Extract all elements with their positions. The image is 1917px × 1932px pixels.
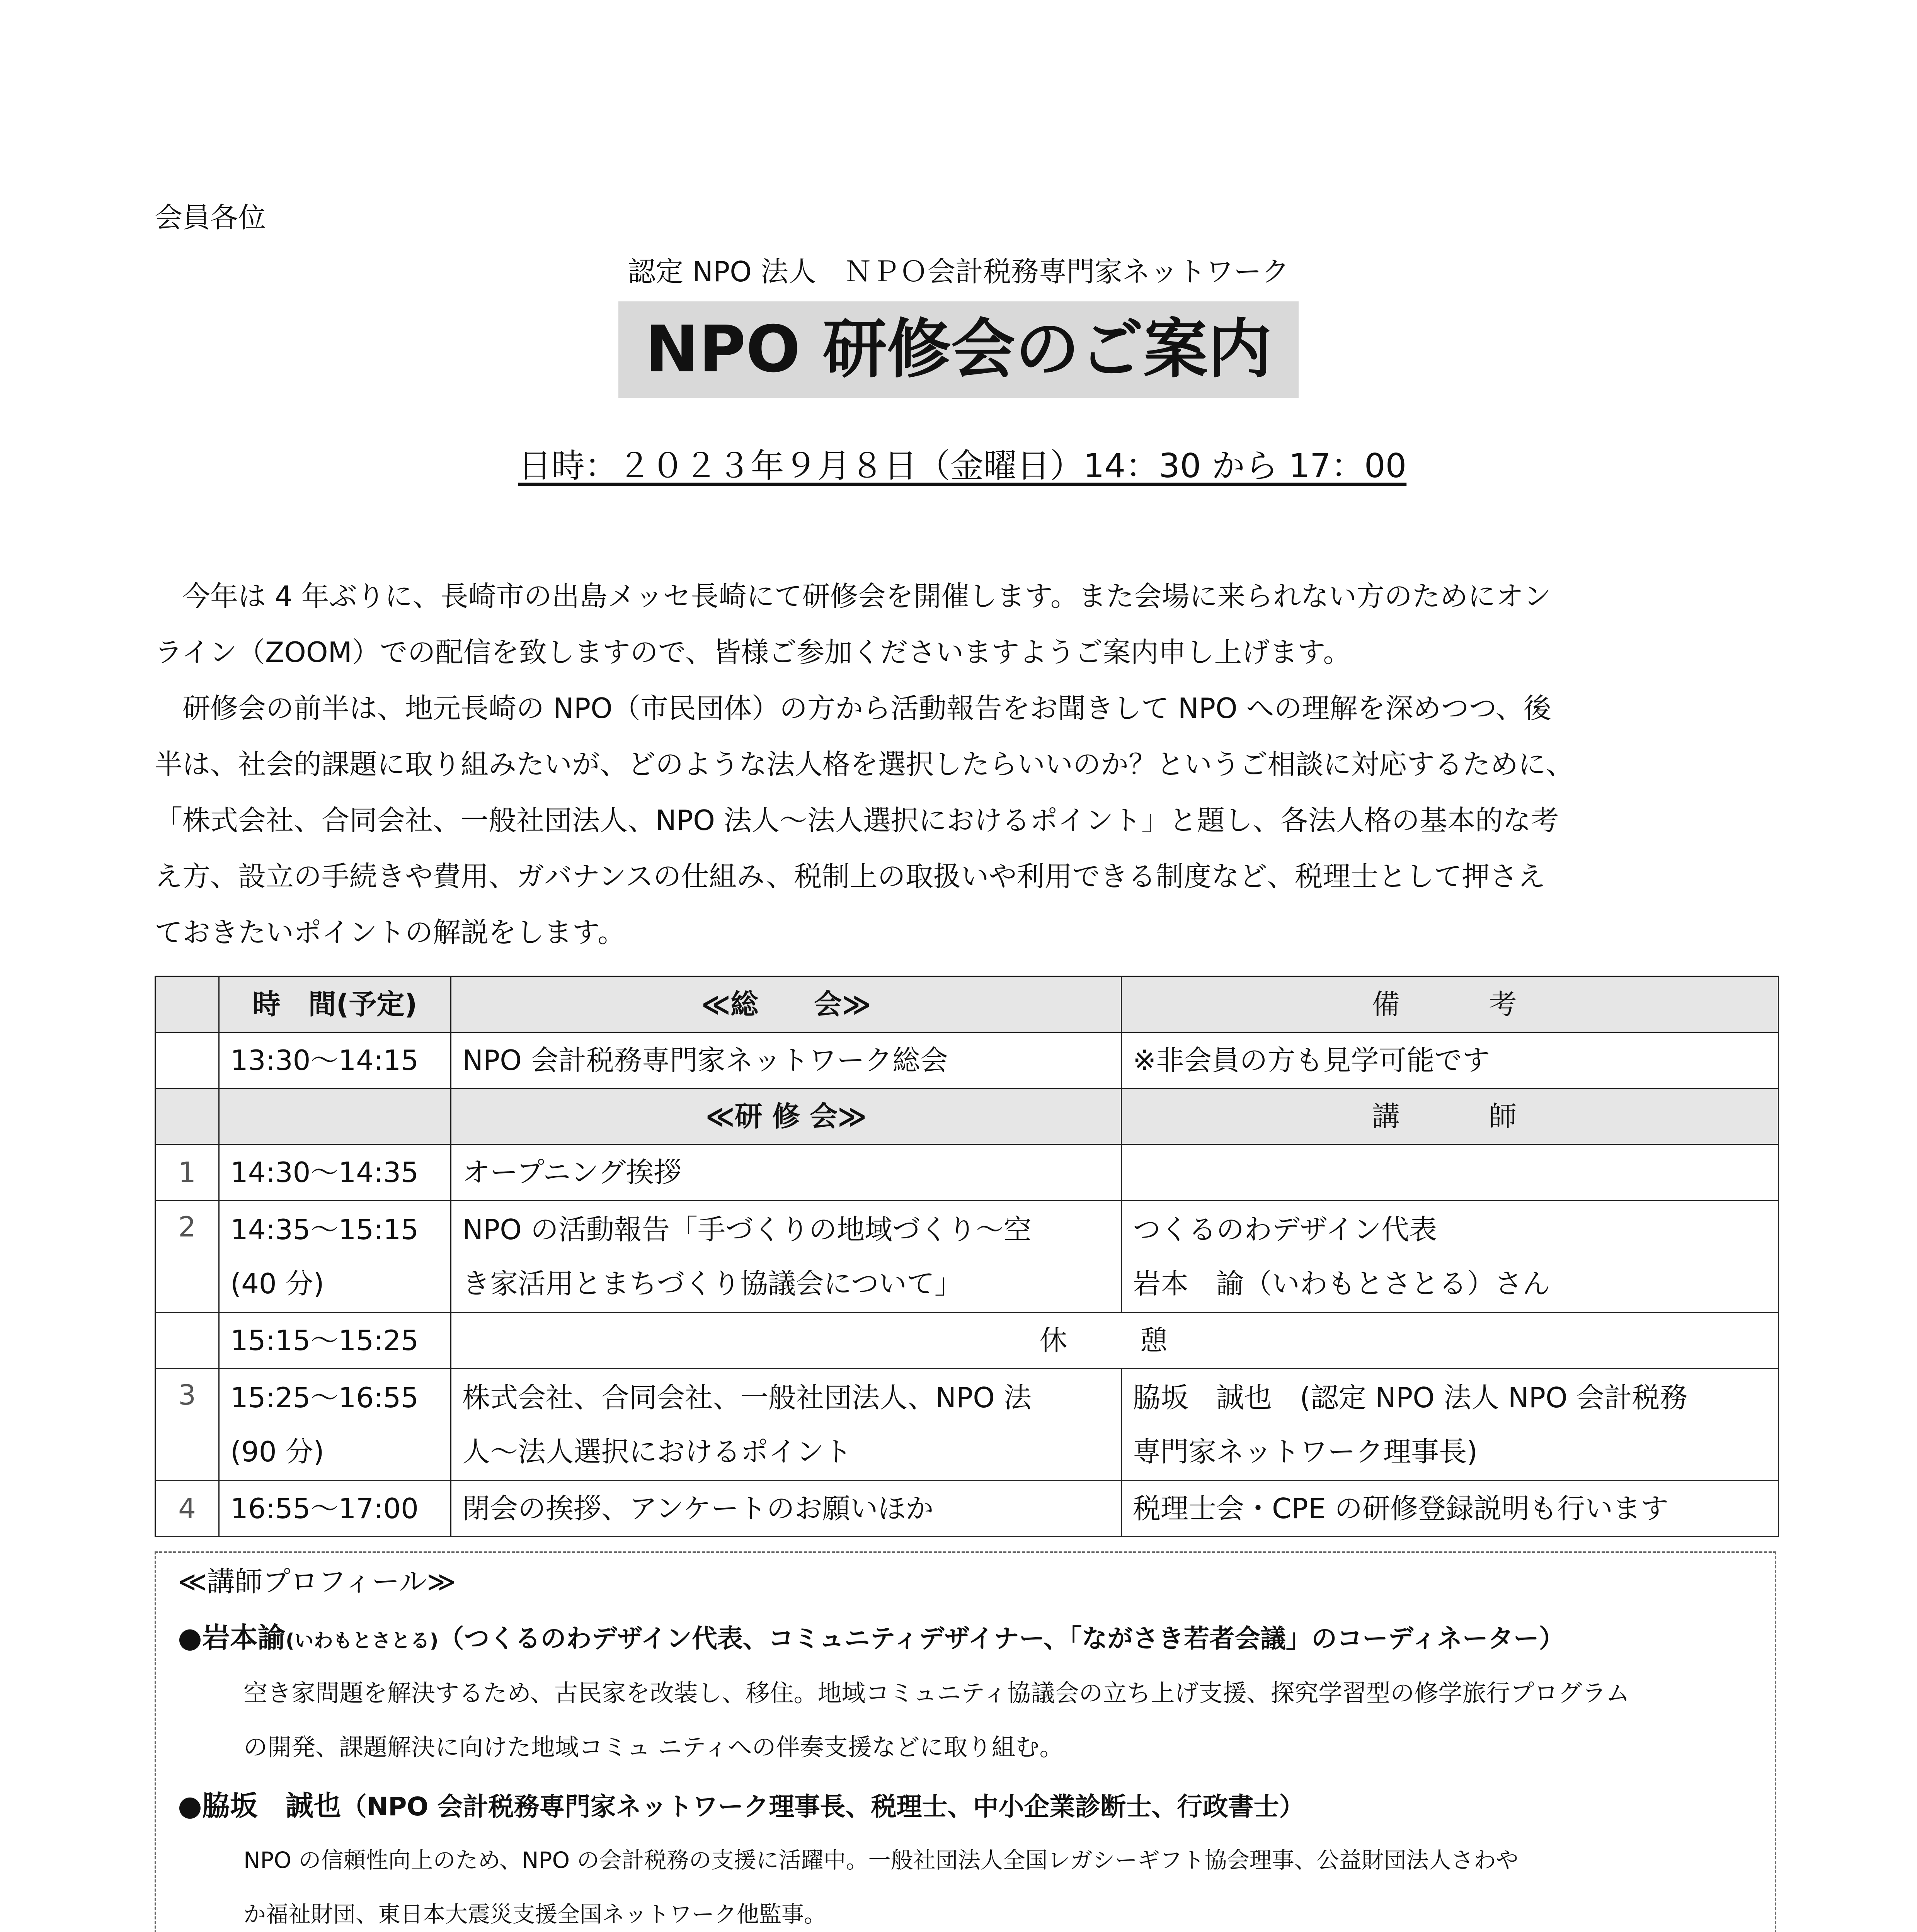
profile-2-role: （NPO 会計税務専門家ネットワーク理事長、税理士、中小企業診断士、行政書士） — [341, 1792, 1305, 1821]
row-item: オープニング挨拶 — [451, 1145, 1122, 1201]
profile-1-role: （つくるのわデザイン代表、コミュニティデザイナー、「ながさき若者会議」のコーディネーター） — [438, 1624, 1565, 1653]
profile-1-desc: 空き家問題を解決するため、古民家を改装し、移住。地域コミュニティ協議会の立ち上げ支援、探究学習型の修学旅行プログラム — [243, 1679, 1630, 1707]
header-lecturer: 講 師 — [1122, 1088, 1779, 1145]
intro-line: ライン（ZOOM）での配信を致しますので、皆様ご参加くださいますようご案内申し上げます。 — [155, 636, 1351, 668]
intro-line: 「株式会社、合同会社、一般社団法人、NPO 法人～法人選択におけるポイント」と題し、各法人格の基本的な考 — [155, 804, 1559, 837]
row-time-line: (40 分) — [230, 1267, 324, 1300]
table-row — [155, 1145, 1779, 1201]
intro-line: 半は、社会的課題に取り組みたいが、どのような法人格を選択したらいいのか？というご相談に対応するために、 — [155, 748, 1574, 781]
profile-2-desc: NPO の信頼性向上のため、NPO の会計税務の支援に活躍中。一般社団法人全国レガシーギフト協会理事、公益財団法人さわや — [243, 1847, 1519, 1873]
row-time: 16:55～17:00 — [219, 1481, 451, 1537]
row-time-line: (90 分) — [230, 1435, 324, 1468]
header-remarks: 備 考 — [1122, 976, 1779, 1032]
row-note-line: 専門家ネットワーク理事長) — [1133, 1435, 1478, 1468]
row-break: 休 憩 — [451, 1313, 1779, 1369]
intro-line: 今年は 4 年ぶりに、長崎市の出島メッセ長崎にて研修会を開催します。また会場に来られない方のためにオン — [155, 580, 1551, 612]
row-number: 4 — [155, 1481, 219, 1537]
table-cell — [155, 1088, 219, 1145]
profile-1-heading — [178, 1621, 1565, 1654]
table-cell — [155, 976, 219, 1032]
table-row — [155, 1032, 1779, 1088]
profile-1-name: ●岩本諭 — [178, 1621, 286, 1654]
table-row — [155, 1481, 1779, 1537]
header-time: 時 間(予定) — [219, 976, 451, 1032]
row-number: 1 — [155, 1145, 219, 1201]
header-training: ≪研 修 会≫ — [451, 1088, 1122, 1145]
table-header-row — [155, 1088, 1779, 1145]
row-item: 閉会の挨拶、アンケートのお願いほか — [451, 1481, 1122, 1537]
table-row — [155, 1313, 1779, 1369]
header-general-meeting: ≪総 会≫ — [451, 976, 1122, 1032]
row-note — [1122, 1145, 1779, 1201]
row-note — [1122, 1369, 1779, 1481]
row-note — [1122, 1201, 1779, 1313]
row-time — [219, 1369, 451, 1481]
row-time: 14:30～14:35 — [219, 1145, 451, 1201]
table-header-row — [155, 976, 1779, 1032]
profile-heading: ≪講師プロフィール≫ — [178, 1565, 456, 1598]
organization-name: 認定 NPO 法人 ＮＰＯ会計税務専門家ネットワーク — [628, 255, 1289, 288]
profile-2-desc: か福祉財団、東日本大震災支援全国ネットワーク他監事。 — [243, 1901, 827, 1927]
row-time — [219, 1201, 451, 1313]
row-item-line: 人～法人選択におけるポイント — [462, 1435, 852, 1468]
table-cell — [155, 1313, 219, 1369]
table-row — [155, 1369, 1779, 1481]
profile-2-heading — [178, 1789, 1305, 1822]
profile-2-name: ●脇坂 誠也 — [178, 1789, 341, 1822]
row-number: 2 — [155, 1201, 219, 1313]
row-time: 15:15～15:25 — [219, 1313, 451, 1369]
schedule-table — [155, 976, 1779, 1537]
row-number: 3 — [155, 1369, 219, 1481]
row-time-line: 14:35～15:15 — [230, 1213, 419, 1246]
profile-1-kana: (いわもとさとる) — [285, 1629, 439, 1652]
row-item-line: き家活用とまちづくり協議会について」 — [462, 1267, 962, 1300]
intro-line: ておきたいポイントの解説をします。 — [155, 916, 626, 949]
row-item — [451, 1201, 1122, 1313]
row-item-line: 株式会社、合同会社、一般社団法人、NPO 法 — [462, 1381, 1032, 1414]
row-item-line: NPO の活動報告「手づくりの地域づくり～空 — [462, 1213, 1032, 1246]
profile-1-desc: の開発、課題解決に向けた地域コミュ ニティへの伴奏支援などに取り組む。 — [243, 1733, 1064, 1761]
row-note-line: 岩本 諭（いわもとさとる）さん — [1133, 1267, 1551, 1300]
row-note-line: 脇坂 誠也 (認定 NPO 法人 NPO 会計税務 — [1133, 1381, 1688, 1414]
intro-line: 研修会の前半は、地元長崎の NPO（市民団体）の方から活動報告をお聞きして NPO への理解を深めつつ、後 — [155, 692, 1551, 724]
table-cell — [219, 1088, 451, 1145]
row-time-line: 15:25～16:55 — [230, 1381, 419, 1414]
general-time: 13:30～14:15 — [219, 1032, 451, 1088]
row-item — [451, 1369, 1122, 1481]
row-note-line: つくるのわデザイン代表 — [1133, 1213, 1437, 1246]
table-cell — [155, 1032, 219, 1088]
general-note: ※非会員の方も見学可能です — [1122, 1032, 1779, 1088]
general-item: NPO 会計税務専門家ネットワーク総会 — [451, 1032, 1122, 1088]
page-title: NPO 研修会のご案内 — [618, 301, 1299, 398]
addressee: 会員各位 — [155, 201, 266, 234]
row-note: 税理士会・CPE の研修登録説明も行います — [1122, 1481, 1779, 1537]
intro-line: え方、設立の手続きや費用、ガバナンスの仕組み、税制上の取扱いや利用できる制度など、税理士として押さえ — [155, 860, 1546, 893]
event-datetime: 日時：２０２３年９月８日（金曜日）14：30 から 17：00 — [518, 447, 1407, 485]
table-row — [155, 1201, 1779, 1313]
